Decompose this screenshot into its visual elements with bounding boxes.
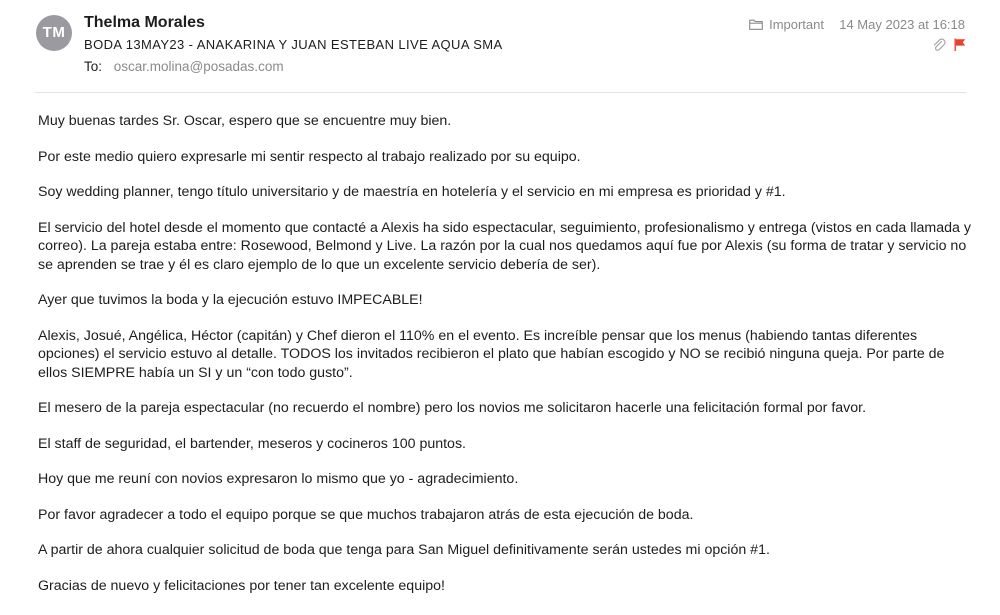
body-paragraph: Por este medio quiero expresarle mi sentir respecto al trabajo realizado por su equipo. <box>38 148 581 165</box>
message-header <box>0 0 1000 92</box>
body-paragraph: Muy buenas tardes Sr. Oscar, espero que se encuentre muy bien. <box>38 113 452 129</box>
paperclip-icon[interactable] <box>932 38 946 52</box>
header-divider <box>35 92 966 93</box>
mailbox-label[interactable] <box>749 17 824 32</box>
received-date: 14 May 2023 at 16:18 <box>839 17 965 32</box>
recipient-address[interactable]: oscar.molina@posadas.com <box>113 59 284 74</box>
body-paragraph: Ayer que tuvimos la boda y la ejecución estuvo IMPECABLE! <box>38 292 423 308</box>
sender-name[interactable]: Thelma Morales <box>84 14 205 31</box>
folder-icon <box>749 19 763 30</box>
subject-line: BODA 13MAY23 - ANAKARINA Y JUAN ESTEBAN LIVE AQUA SMA <box>84 37 503 52</box>
body-paragraph: El servicio del hotel desde el momento que contacté a Alexis ha sido espectacular, seguimiento, profesionalismo y entrega (vistos en cada llamada y correo). La pareja estaba entre: Rosewood, Belmond y Live. La razón por la cual nos quedamos aquí fue por Alexis (su forma de tratar y servicio no se aprenden se trae y él es claro ejemplo de lo que un excelente servicio debería de ser). <box>38 219 971 273</box>
body-paragraph: El staff de seguridad, el bartender, meseros y cocineros 100 puntos. <box>38 435 466 452</box>
body-paragraph: Hoy que me reuní con novios expresaron lo mismo que yo - agradecimiento. <box>38 471 519 487</box>
body-paragraph: Soy wedding planner, tengo título universitario y de maestría en hotelería y el servicio en mi empresa es prioridad y #1. <box>38 184 786 200</box>
recipient-row <box>84 59 284 74</box>
body-paragraph: El mesero de la pareja espectacular (no recuerdo el nombre) pero los novios me solicitaron hacerle una felicitación formal por favor. <box>38 400 867 416</box>
mailbox-name: Important <box>769 17 824 32</box>
avatar[interactable]: TM <box>36 15 72 51</box>
body-paragraph: Por favor agradecer a todo el equipo porque se que muchos trabajaron atrás de esta ejecución de boda. <box>38 506 694 523</box>
to-label: To: <box>84 59 103 74</box>
body-paragraph: Alexis, Josué, Angélica, Héctor (capitán) y Chef dieron el 110% en el evento. Es increíble pensar que los menus (habiendo tantas diferentes opciones) el servicio estuvo al detalle. TODOS los invitados recibieron el plato que habían escogido y NO se recibió ninguna queja. Por parte de ellos SIEMPRE había un SI y un “con todo gusto”. <box>38 327 945 381</box>
body-paragraph: Gracias de nuevo y felicitaciones por tener tan excelente equipo! <box>38 577 445 594</box>
body-paragraph: A partir de ahora cualquier solicitud de boda que tenga para San Miguel definitivamente serán ustedes mi opción #1. <box>38 542 770 558</box>
flag-icon[interactable] <box>953 38 966 51</box>
message-body <box>38 112 973 612</box>
